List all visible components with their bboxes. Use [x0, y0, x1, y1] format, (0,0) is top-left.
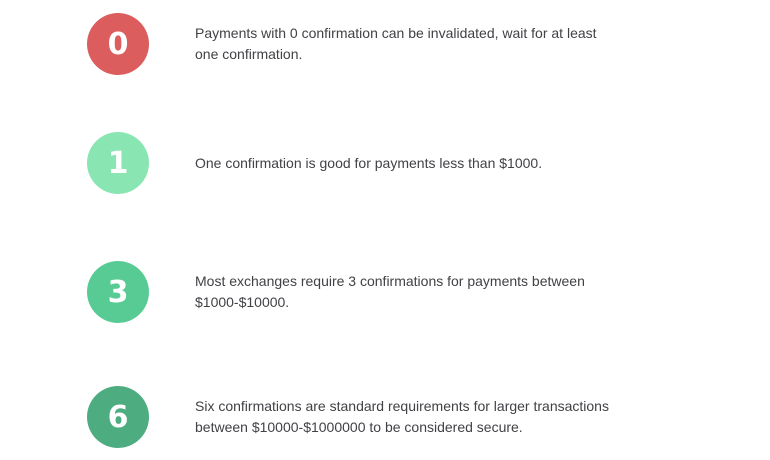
description-line: Payments with 0 confirmation can be invalidated, wait for at least — [195, 25, 597, 41]
confirmation-count-badge: 6 — [87, 386, 149, 448]
step-one-confirmation — [87, 132, 542, 194]
confirmation-count-badge: 3 — [87, 261, 149, 323]
confirmation-count-badge: 1 — [87, 132, 149, 194]
confirmation-description — [195, 23, 597, 65]
description-line: One confirmation is good for payments less than $1000. — [195, 154, 543, 171]
description-line: Six confirmations are standard requirements for larger transactions — [195, 398, 609, 414]
description-line: Most exchanges require 3 confirmations for payments between — [195, 273, 585, 289]
step-six-confirmations — [87, 386, 609, 448]
description-line: between $10000-$1000000 to be considered secure. — [195, 419, 523, 435]
confirmation-description — [195, 396, 609, 438]
description-line: $1000-$10000. — [195, 294, 290, 310]
confirmation-count-badge: 0 — [87, 13, 149, 75]
confirmation-description — [195, 153, 542, 174]
confirmation-description — [195, 271, 585, 313]
step-zero-confirmations — [87, 13, 597, 75]
description-line: one confirmation. — [195, 46, 303, 62]
step-three-confirmations — [87, 261, 585, 323]
